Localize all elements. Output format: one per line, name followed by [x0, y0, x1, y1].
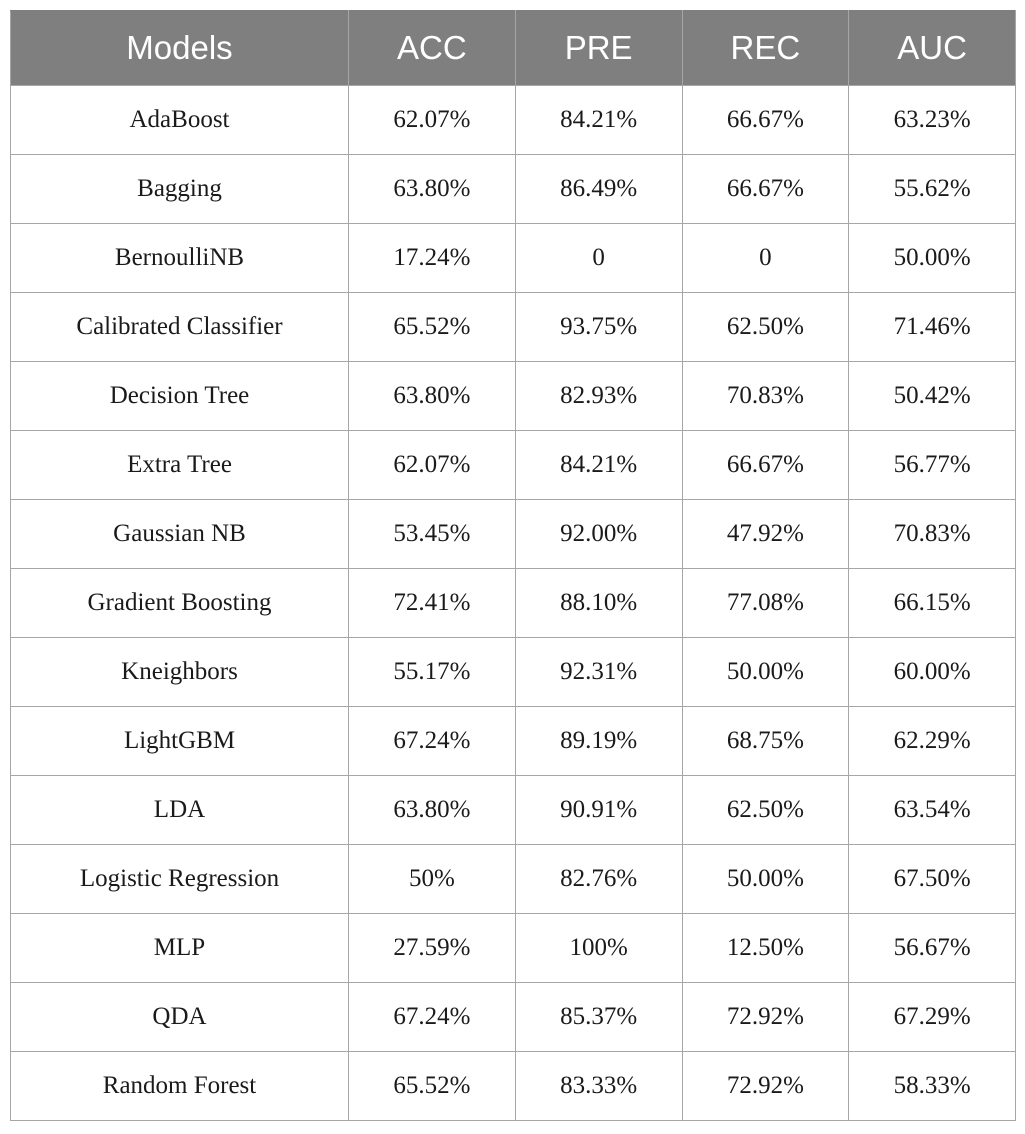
rec-cell: 50.00%	[682, 845, 849, 914]
rec-cell: 62.50%	[682, 293, 849, 362]
header-acc: ACC	[349, 11, 516, 86]
auc-cell: 63.54%	[849, 776, 1016, 845]
model-name-cell: LightGBM	[11, 707, 349, 776]
auc-cell: 70.83%	[849, 500, 1016, 569]
auc-cell: 55.62%	[849, 155, 1016, 224]
pre-cell: 84.21%	[515, 86, 682, 155]
acc-cell: 62.07%	[349, 86, 516, 155]
header-models: Models	[11, 11, 349, 86]
pre-cell: 92.00%	[515, 500, 682, 569]
rec-cell: 0	[682, 224, 849, 293]
acc-cell: 65.52%	[349, 1052, 516, 1121]
pre-cell: 85.37%	[515, 983, 682, 1052]
rec-cell: 72.92%	[682, 1052, 849, 1121]
auc-cell: 66.15%	[849, 569, 1016, 638]
table-row	[11, 569, 1016, 638]
acc-cell: 27.59%	[349, 914, 516, 983]
rec-cell: 70.83%	[682, 362, 849, 431]
table-row	[11, 224, 1016, 293]
results-table-container	[10, 10, 1015, 1121]
pre-cell: 86.49%	[515, 155, 682, 224]
pre-cell: 88.10%	[515, 569, 682, 638]
pre-cell: 83.33%	[515, 1052, 682, 1121]
table-row	[11, 293, 1016, 362]
model-name-cell: Calibrated Classifier	[11, 293, 349, 362]
table-row	[11, 155, 1016, 224]
pre-cell: 84.21%	[515, 431, 682, 500]
rec-cell: 47.92%	[682, 500, 849, 569]
pre-cell: 89.19%	[515, 707, 682, 776]
auc-cell: 58.33%	[849, 1052, 1016, 1121]
table-row	[11, 638, 1016, 707]
model-name-cell: Kneighbors	[11, 638, 349, 707]
acc-cell: 72.41%	[349, 569, 516, 638]
model-name-cell: QDA	[11, 983, 349, 1052]
acc-cell: 55.17%	[349, 638, 516, 707]
table-row	[11, 914, 1016, 983]
auc-cell: 50.00%	[849, 224, 1016, 293]
model-name-cell: Bagging	[11, 155, 349, 224]
table-row	[11, 500, 1016, 569]
model-name-cell: Extra Tree	[11, 431, 349, 500]
model-name-cell: Gradient Boosting	[11, 569, 349, 638]
acc-cell: 67.24%	[349, 707, 516, 776]
auc-cell: 56.67%	[849, 914, 1016, 983]
auc-cell: 67.29%	[849, 983, 1016, 1052]
rec-cell: 66.67%	[682, 86, 849, 155]
acc-cell: 65.52%	[349, 293, 516, 362]
model-name-cell: LDA	[11, 776, 349, 845]
pre-cell: 92.31%	[515, 638, 682, 707]
header-auc: AUC	[849, 11, 1016, 86]
model-performance-table	[10, 10, 1016, 1121]
table-row	[11, 1052, 1016, 1121]
table-header	[11, 11, 1016, 86]
header-row	[11, 11, 1016, 86]
auc-cell: 67.50%	[849, 845, 1016, 914]
model-name-cell: Gaussian NB	[11, 500, 349, 569]
acc-cell: 63.80%	[349, 362, 516, 431]
header-rec: REC	[682, 11, 849, 86]
rec-cell: 77.08%	[682, 569, 849, 638]
pre-cell: 0	[515, 224, 682, 293]
table-row	[11, 776, 1016, 845]
acc-cell: 53.45%	[349, 500, 516, 569]
header-pre: PRE	[515, 11, 682, 86]
acc-cell: 63.80%	[349, 776, 516, 845]
acc-cell: 63.80%	[349, 155, 516, 224]
acc-cell: 62.07%	[349, 431, 516, 500]
table-row	[11, 845, 1016, 914]
rec-cell: 12.50%	[682, 914, 849, 983]
rec-cell: 72.92%	[682, 983, 849, 1052]
rec-cell: 66.67%	[682, 155, 849, 224]
model-name-cell: Random Forest	[11, 1052, 349, 1121]
acc-cell: 50%	[349, 845, 516, 914]
auc-cell: 60.00%	[849, 638, 1016, 707]
table-row	[11, 86, 1016, 155]
auc-cell: 56.77%	[849, 431, 1016, 500]
pre-cell: 82.76%	[515, 845, 682, 914]
model-name-cell: Decision Tree	[11, 362, 349, 431]
auc-cell: 50.42%	[849, 362, 1016, 431]
auc-cell: 62.29%	[849, 707, 1016, 776]
rec-cell: 66.67%	[682, 431, 849, 500]
rec-cell: 68.75%	[682, 707, 849, 776]
table-row	[11, 707, 1016, 776]
table-row	[11, 431, 1016, 500]
pre-cell: 93.75%	[515, 293, 682, 362]
model-name-cell: MLP	[11, 914, 349, 983]
acc-cell: 17.24%	[349, 224, 516, 293]
acc-cell: 67.24%	[349, 983, 516, 1052]
model-name-cell: Logistic Regression	[11, 845, 349, 914]
auc-cell: 63.23%	[849, 86, 1016, 155]
model-name-cell: BernoulliNB	[11, 224, 349, 293]
auc-cell: 71.46%	[849, 293, 1016, 362]
pre-cell: 82.93%	[515, 362, 682, 431]
rec-cell: 62.50%	[682, 776, 849, 845]
table-row	[11, 983, 1016, 1052]
model-name-cell: AdaBoost	[11, 86, 349, 155]
table-row	[11, 362, 1016, 431]
pre-cell: 100%	[515, 914, 682, 983]
rec-cell: 50.00%	[682, 638, 849, 707]
pre-cell: 90.91%	[515, 776, 682, 845]
table-body	[11, 86, 1016, 1121]
